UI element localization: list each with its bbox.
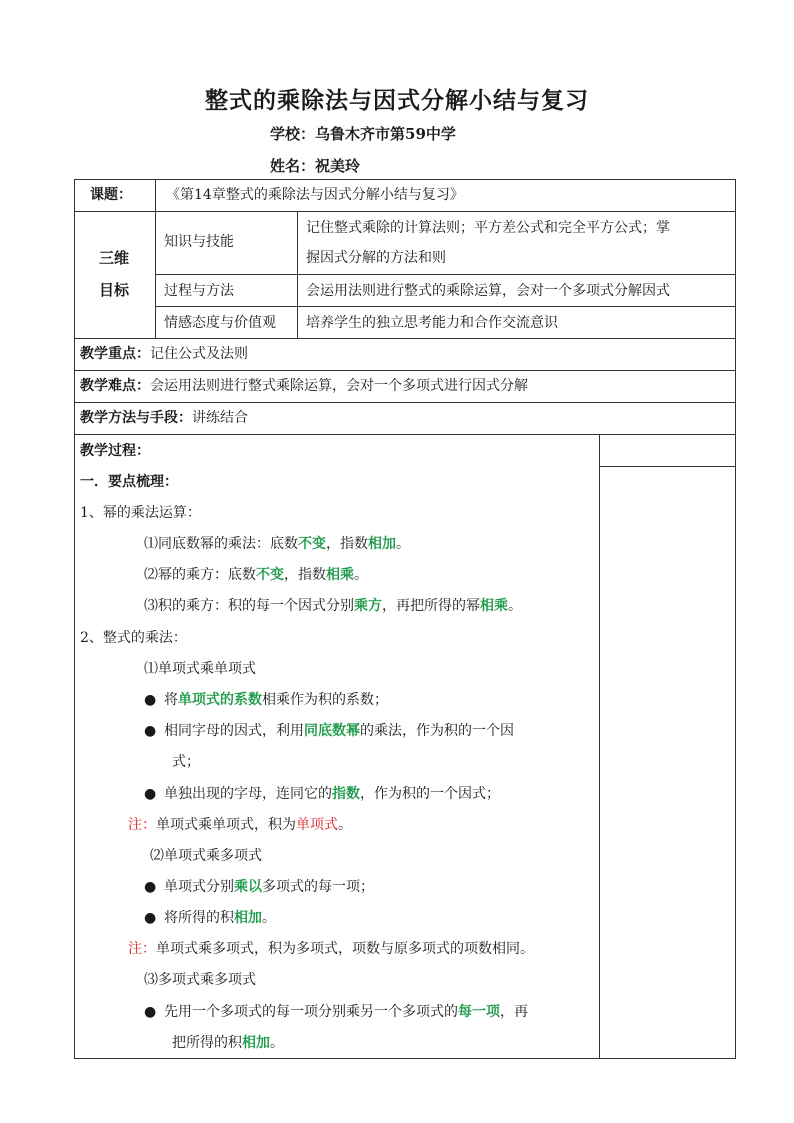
- bullet-text: 把所得的积相加。: [172, 1035, 284, 1051]
- grid-line: [599, 466, 736, 467]
- bullet-text: 相同字母的因式，利用同底数幂的乘法，作为积的一个因: [164, 723, 514, 739]
- bullet-text: 式；: [172, 754, 200, 770]
- grid-line: [74, 370, 736, 371]
- grid-line: [297, 211, 298, 338]
- bullet-icon: ●: [144, 910, 157, 926]
- key-point: 教学重点：记住公式及法则: [80, 346, 248, 362]
- rule-line: ⑶积的乘方：积的每一个因式分别乘方，再把所得的幂相乘。: [144, 598, 522, 614]
- goal-label: 情感态度与价值观: [164, 315, 276, 331]
- bullet-icon: ●: [144, 723, 157, 739]
- note: 注：单项式乘单项式，积为单项式。: [128, 817, 352, 833]
- goals-label: 目标: [99, 281, 130, 299]
- topic-label: 课题：: [90, 187, 132, 203]
- grid-line: [74, 338, 736, 339]
- goal-label: 知识与技能: [164, 234, 234, 250]
- difficulty-point: 教学难点：会运用法则进行整式乘除运算，会对一个多项式进行因式分解: [80, 378, 528, 394]
- grid-line: [74, 402, 736, 403]
- goal-text: 会运用法则进行整式的乘除运算，会对一个多项式分解因式: [306, 283, 670, 299]
- goal-text: 培养学生的独立思考能力和合作交流意识: [306, 315, 558, 331]
- grid-line: [155, 179, 156, 338]
- sub-heading: ⑶多项式乘多项式: [144, 972, 256, 988]
- goal-text: 握因式分解的方法和则: [306, 250, 446, 266]
- grid-line: [74, 211, 736, 212]
- bullet-text: 将所得的积相加。: [164, 910, 276, 926]
- grid-line: [74, 434, 736, 435]
- grid-line: [155, 274, 736, 275]
- list-item: 1、幂的乘法运算：: [80, 505, 201, 521]
- school-line: 学校：乌鲁木齐市第59中学: [270, 125, 456, 143]
- goals-label: 三维: [99, 249, 130, 267]
- goal-text: 记住整式乘除的计算法则；平方差公式和完全平方公式；掌: [306, 220, 670, 236]
- section-heading: 一．要点梳理：: [80, 474, 178, 490]
- bullet-text: 将单项式的系数相乘作为积的系数；: [164, 692, 388, 708]
- grid-line: [599, 434, 600, 1059]
- process-heading: 教学过程：: [80, 443, 150, 459]
- bullet-text: 先用一个多项式的每一项分别乘另一个多项式的每一项，再: [164, 1004, 528, 1020]
- teaching-method: 教学方法与手段：讲练结合: [80, 410, 248, 426]
- author-line: 姓名：祝美玲: [270, 157, 361, 175]
- bullet-icon: ●: [144, 786, 157, 802]
- rule-line: ⑴同底数幂的乘法：底数不变，指数相加。: [144, 536, 410, 552]
- bullet-icon: ●: [144, 1004, 157, 1020]
- note: 注：单项式乘多项式，积为多项式，项数与原多项式的项数相同。: [128, 941, 534, 957]
- sub-heading: ⑵单项式乘多项式: [150, 848, 262, 864]
- grid-line: [155, 306, 736, 307]
- rule-line: ⑵幂的乘方：底数不变，指数相乘。: [144, 567, 368, 583]
- goal-label: 过程与方法: [164, 283, 234, 299]
- sub-heading: ⑴单项式乘单项式: [144, 661, 256, 677]
- bullet-text: 单独出现的字母，连同它的指数，作为积的一个因式；: [164, 786, 500, 802]
- bullet-icon: ●: [144, 879, 157, 895]
- bullet-icon: ●: [144, 692, 157, 708]
- bullet-text: 单项式分别乘以多项式的每一项；: [164, 879, 374, 895]
- page-title: 整式的乘除法与因式分解小结与复习: [205, 87, 589, 114]
- list-item: 2、整式的乘法：: [80, 630, 187, 646]
- topic-value: 《第14章整式的乘除法与因式分解小结与复习》: [166, 187, 464, 203]
